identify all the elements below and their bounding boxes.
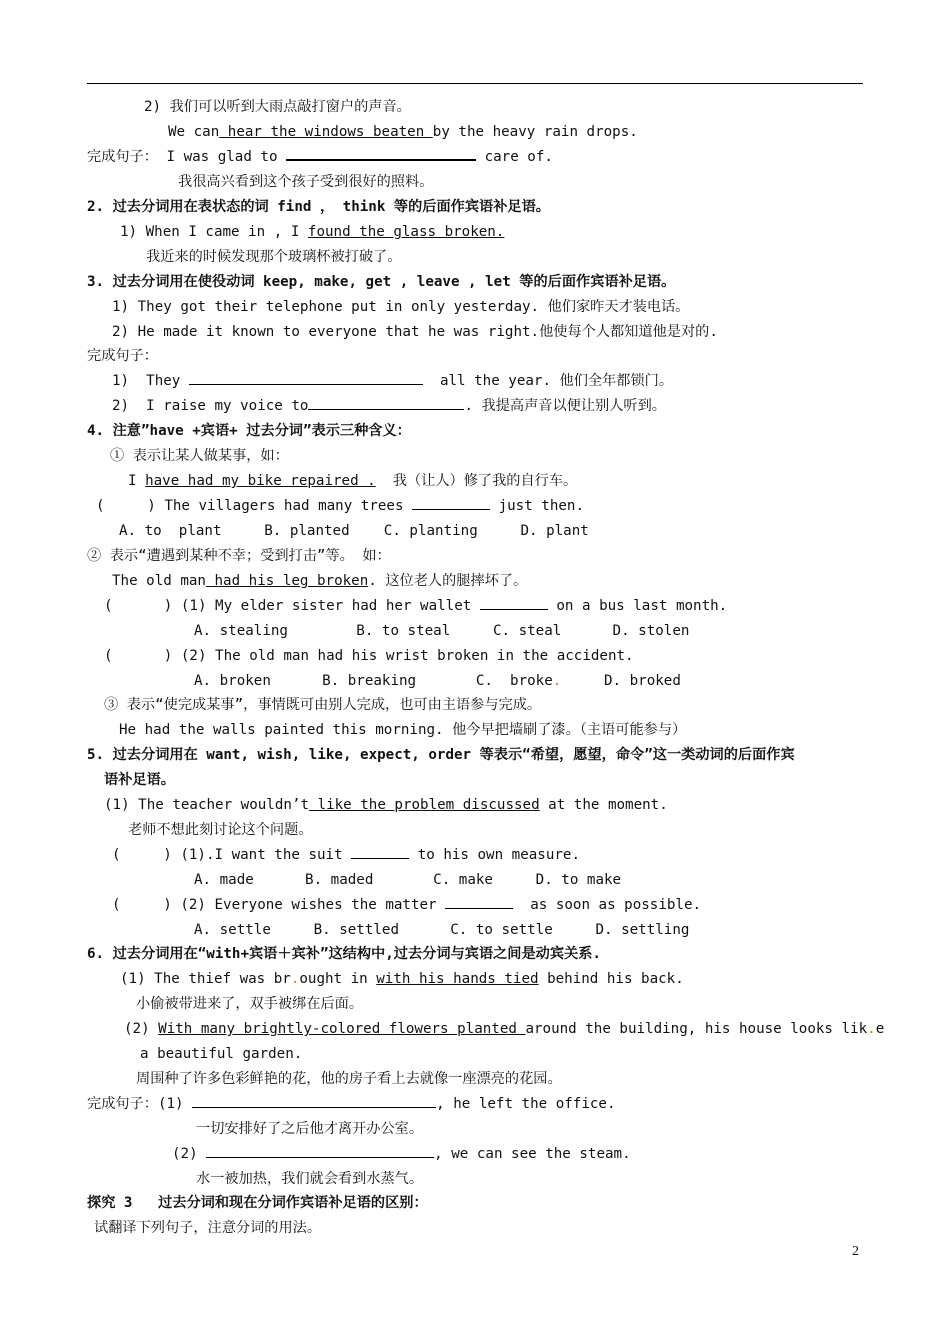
answer-blank[interactable] bbox=[308, 397, 464, 410]
translation-line: 一切安排好了之后他才离开办公室。 bbox=[196, 1121, 424, 1137]
answer-blank[interactable] bbox=[412, 497, 490, 510]
example-line: I have had my bike repaired . 我（让人）修了我的自行车。 bbox=[128, 473, 578, 489]
sub-heading: ③ 表示“使完成某事”，事情既可由别人完成，也可由主语参与完成。 bbox=[104, 697, 542, 713]
fill-in-line: (2) , we can see the steam. bbox=[172, 1146, 631, 1162]
translation-line: 我近来的时候发现那个玻璃杯被打破了。 bbox=[146, 249, 402, 265]
section-heading-continued: 语补足语。 bbox=[104, 772, 175, 788]
options-line: A. broken B. breaking C. broke. D. broked bbox=[194, 673, 681, 689]
translation-line: 老师不想此刻讨论这个问题。 bbox=[128, 822, 313, 838]
section-heading: 3. 过去分词用在使役动词 keep, make, get , leave , let 等的后面作宾语补足语。 bbox=[87, 274, 676, 290]
translation-line: 水一被加热，我们就会看到水蒸气。 bbox=[196, 1171, 424, 1187]
example-line: 2) He made it known to everyone that he was right.他使每个人都知道他是对的. bbox=[112, 324, 718, 340]
question-line: ( ) (2) The old man had his wrist broken in the accident. bbox=[104, 648, 634, 664]
answer-blank[interactable] bbox=[206, 1145, 434, 1158]
fill-in-line: 2) I raise my voice to . 我提高声音以便让别人听到。 bbox=[112, 398, 666, 414]
example-line: (1) The thief was br.ought in with his hands tied behind his back. bbox=[120, 971, 684, 987]
example-line: 1) They got their telephone put in only yesterday. 他们家昨天才装电话。 bbox=[112, 299, 690, 315]
example-line: (2) With many brightly-colored flowers planted around the building, his house looks lik.e bbox=[124, 1021, 885, 1037]
page-number: 2 bbox=[852, 1244, 859, 1259]
translation-line: 周围种了许多色彩鲜艳的花，他的房子看上去就像一座漂亮的花园。 bbox=[136, 1071, 562, 1087]
options-line: A. to plant B. planted C. planting D. plant bbox=[119, 523, 589, 539]
question-line: ( ) (2) Everyone wishes the matter as soon as possible. bbox=[112, 897, 702, 913]
answer-blank[interactable] bbox=[192, 1095, 436, 1108]
question-line: ( ) (1).I want the suit to his own measure. bbox=[112, 847, 581, 863]
sub-heading: ① 表示让某人做某事，如： bbox=[110, 448, 289, 464]
answer-blank[interactable] bbox=[445, 896, 513, 909]
header-rule bbox=[87, 83, 863, 84]
answer-blank[interactable] bbox=[189, 372, 423, 385]
section-heading: 探究 3 过去分词和现在分词作宾语补足语的区别： bbox=[87, 1195, 428, 1211]
example-line: (1) The teacher wouldn’t like the problem discussed at the moment. bbox=[104, 797, 668, 813]
instruction-line: 试翻译下列句子，注意分词的用法。 bbox=[94, 1220, 322, 1236]
example-line: We can hear the windows beaten by the heavy rain drops. bbox=[168, 124, 638, 140]
example-line: 1) When I came in , I found the glass broken. bbox=[120, 224, 505, 240]
example-line: He had the walls painted this morning. 他今早把墙刷了漆。（主语可能参与） bbox=[119, 722, 687, 738]
fill-in-heading: 完成句子： bbox=[87, 348, 158, 364]
options-line: A. stealing B. to steal C. steal D. stolen bbox=[194, 623, 690, 639]
section-heading: 6. 过去分词用在“with+宾语＋宾补”这结构中,过去分词与宾语之间是动宾关系. bbox=[87, 946, 601, 962]
answer-blank[interactable] bbox=[351, 846, 409, 859]
section-heading: 4. 注意”have +宾语+ 过去分词”表示三种含义： bbox=[87, 423, 411, 439]
section-heading: 5. 过去分词用在 want, wish, like, expect, order 等表示“希望，愿望，命令”这一类动词的后面作宾 bbox=[87, 747, 795, 763]
example-line-continued: a beautiful garden. bbox=[140, 1046, 303, 1062]
fill-in-line: 1) They all the year. 他们全年都锁门。 bbox=[112, 373, 674, 389]
section-heading: 2. 过去分词用在表状态的词 find ， think 等的后面作宾语补足语。 bbox=[87, 199, 550, 215]
options-line: A. settle B. settled C. to settle D. settling bbox=[194, 922, 690, 938]
question-line: ( ) The villagers had many trees just then. bbox=[96, 498, 585, 514]
sub-heading: ② 表示“遭遇到某种不幸；受到打击”等。 如： bbox=[87, 548, 391, 564]
fill-in-line: 完成句子：(1) , he left the office. bbox=[87, 1096, 616, 1112]
translation-line: 我很高兴看到这个孩子受到很好的照料。 bbox=[178, 174, 434, 190]
example-line: The old man had his leg broken. 这位老人的腿摔坏了。 bbox=[112, 573, 528, 589]
answer-blank[interactable] bbox=[480, 597, 548, 610]
answer-blank[interactable] bbox=[286, 147, 476, 161]
fill-in-line: 完成句子： I was glad to care of. bbox=[87, 149, 553, 165]
options-line: A. made B. maded C. make D. to make bbox=[194, 872, 622, 888]
translation-line: 小偷被带进来了，双手被绑在后面。 bbox=[136, 996, 364, 1012]
question-line: ( ) (1) My elder sister had her wallet on a bus last month. bbox=[104, 598, 728, 614]
example-line: 2) 我们可以听到大雨点敲打窗户的声音。 bbox=[144, 99, 411, 115]
